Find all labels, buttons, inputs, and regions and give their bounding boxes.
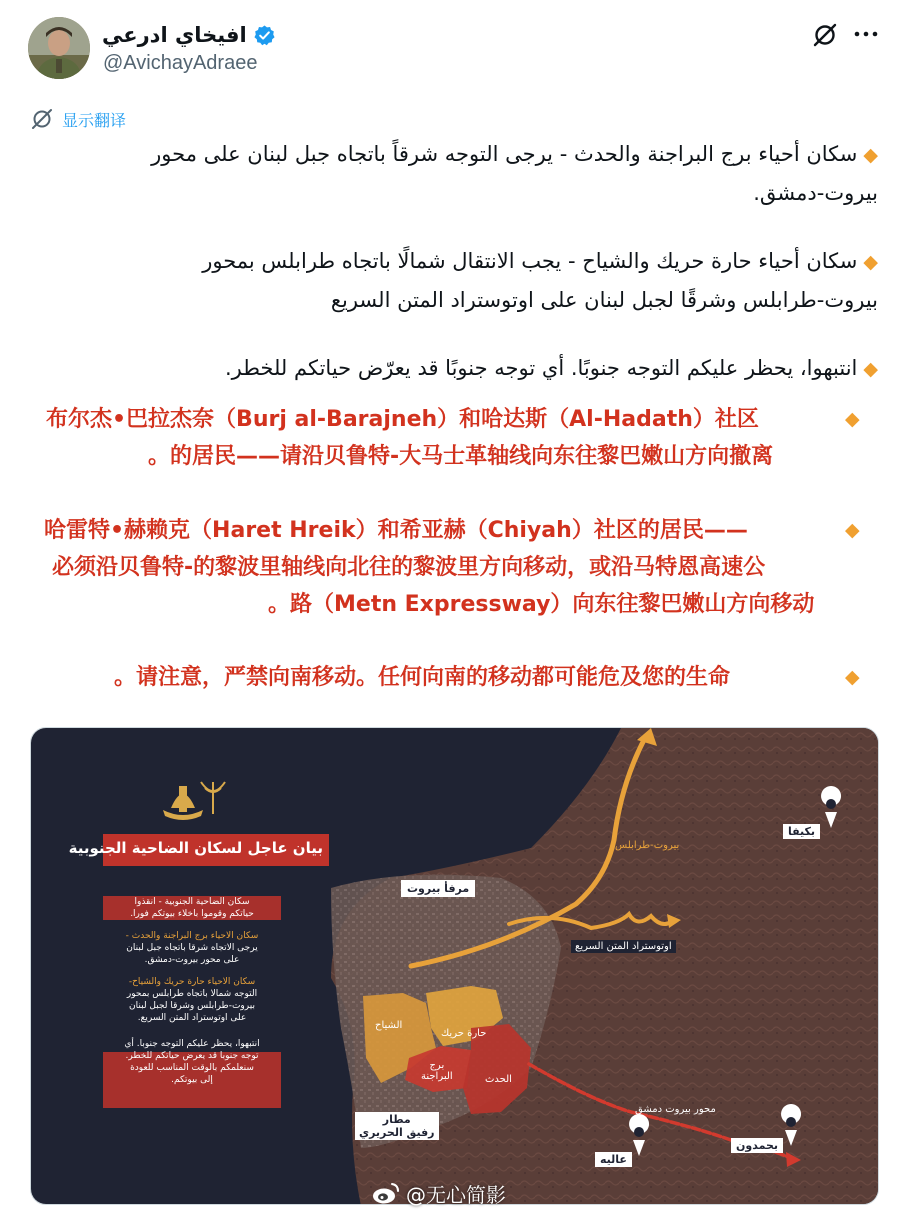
tweet-header <box>0 0 902 100</box>
diamond-bullet-icon: ◆ <box>863 144 878 166</box>
map-label-beirut-tripoli: بيروت-طرابلس <box>615 840 680 851</box>
legend-line: على اوتوستراد المتن السريع. <box>137 1013 247 1023</box>
verified-badge-icon <box>253 24 276 47</box>
avatar[interactable] <box>28 17 90 79</box>
legend-line: سكان الاحياء برج البراجنة والحدث - <box>125 931 259 941</box>
show-translation-button[interactable] <box>30 105 126 133</box>
chinese-line: 。路（Metn Expressway）向东往黎巴嫩山方向移动 <box>268 592 815 617</box>
map-label-burj: برج البراجنة <box>421 1060 453 1082</box>
translate-icon <box>30 107 54 131</box>
legend-line: على محور بيروت-دمشق. <box>144 955 240 965</box>
map-title: بيان عاجل لسكان الضاحية الجنوبية <box>68 839 323 857</box>
legend-line: يرجى الاتجاه شرقا باتجاه جبل لبنان <box>126 943 258 953</box>
legend-line: توجه جنوبا قد يعرض حياتكم للخطر. <box>125 1051 259 1061</box>
legend-line: انتبهوا، يحظر عليكم التوجه جنوبا. أي <box>124 1039 260 1049</box>
arabic-paragraph-3 <box>38 349 878 388</box>
arabic-paragraph-1 <box>38 135 878 212</box>
map-image[interactable] <box>30 727 879 1205</box>
arabic-line: بيروت-طرابلس وشرقًا لجبل لبنان على اوتوستراد المتن السريع <box>330 288 878 312</box>
map-label-airport: مطار رفيق الحريري <box>355 1112 439 1140</box>
chinese-line: 布尔杰•巴拉杰奈（Burj al-Barajneh）和哈达斯（Al-Hadath）社区 <box>46 407 759 432</box>
author-name[interactable]: افيخاي ادرعي <box>102 23 247 47</box>
chinese-line: 。的居民——请沿贝鲁特-大马士革轴线向东往黎巴嫩山方向撤离 <box>148 444 774 469</box>
legend-line: سكان الاحياء حارة حريك والشياح- <box>128 977 256 987</box>
legend-line: سنعلمكم بالوقت المناسب للعودة <box>130 1063 254 1073</box>
legend-line: إلى بيوتكم. <box>171 1075 213 1085</box>
translate-label: 显示翻译 <box>62 110 127 130</box>
legend-line: حياتكم وقوموا باخلاء بيوتكم فورا. <box>130 909 254 919</box>
diamond-bullet-icon: ◆ <box>863 358 878 380</box>
arabic-line: انتبهوا، يحظر عليكم التوجه جنوبًا. أي توجه جنوبًا قد يعرّض حياتكم للخطر. <box>224 356 858 380</box>
more-options-icon[interactable] <box>852 22 880 46</box>
arabic-line: سكان أحياء برج البراجنة والحدث - يرجى التوجه شرقاً باتجاه جبل لبنان على محور <box>151 142 858 166</box>
diamond-bullet-icon: ◆ <box>845 408 860 430</box>
diamond-bullet-icon: ◆ <box>845 666 860 688</box>
arabic-paragraph-2 <box>38 242 878 319</box>
chinese-line: 必须沿贝鲁特-的黎波里轴线向北往的黎波里方向移动，或沿马特恩高速公 <box>52 555 766 580</box>
arabic-line: سكان أحياء حارة حريك والشياح - يجب الانتقال شمالًا باتجاه طرابلس بمحور <box>202 249 858 273</box>
map-label-chiyah: الشياح <box>375 1020 403 1031</box>
author-name-row <box>102 20 276 50</box>
map-label-bhamdoun: بحمدون <box>731 1138 783 1153</box>
chinese-line: 哈雷特•赫赖克（Haret Hreik）和希亚赫（Chiyah）社区的居民—— <box>44 518 748 543</box>
map-label-port: مرفأ بيروت <box>401 880 475 897</box>
legend-line: سكان الضاحية الجنوبية - انقذوا <box>134 897 250 907</box>
arabic-line: بيروت-دمشق. <box>753 181 878 205</box>
map-label-haret-hreik: حارة حريك <box>441 1028 487 1039</box>
watermark <box>372 1178 506 1208</box>
grok-icon[interactable] <box>812 22 838 48</box>
map-label-bikfaya: بكيفا <box>783 824 820 839</box>
diamond-bullet-icon: ◆ <box>845 519 860 541</box>
map-label-aley: عاليه <box>595 1152 632 1167</box>
legend-line: التوجه شمالا باتجاه طرابلس بمحور <box>126 989 258 999</box>
chinese-line: 。请注意，严禁向南移动。任何向南的移动都可能危及您的生命 <box>114 665 731 690</box>
map-legend <box>103 896 281 1086</box>
map-label-metn-expressway: اوتوستراد المتن السريع <box>571 940 676 953</box>
map-label-beirut-damascus: محور بيروت دمشق <box>635 1104 716 1115</box>
map-label-hadath: الحدث <box>485 1074 512 1085</box>
author-handle[interactable]: @AvichayAdraee <box>103 52 258 74</box>
diamond-bullet-icon: ◆ <box>863 251 878 273</box>
legend-line: بيروت-طرابلس وشرقا لجبل لبنان <box>129 1001 255 1011</box>
weibo-logo-icon <box>372 1181 400 1205</box>
watermark-text: @无心简影 <box>406 1182 506 1207</box>
